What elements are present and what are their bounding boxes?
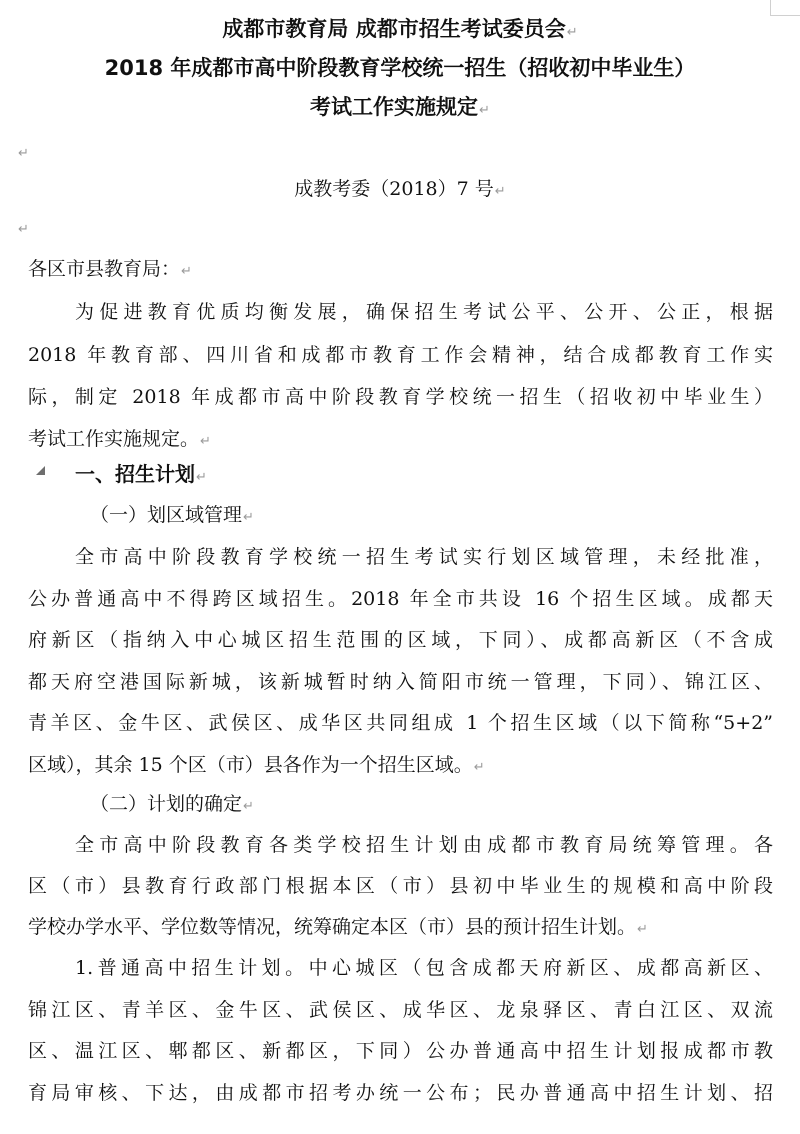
- paragraph-mark-icon: ↵: [18, 146, 29, 161]
- paragraph-mark-icon: ↵: [494, 184, 506, 199]
- paragraph-mark-icon: ↵: [18, 222, 29, 237]
- sub1-line-3: 府新区（指纳入中心城区招生范围的区域，下同）、成都高新区（不含成: [28, 629, 773, 651]
- sub2-line-2: 区（市）县教育行政部门根据本区（市）县初中毕业生的规模和高中阶段: [28, 875, 773, 897]
- intro-line-1: 为促进教育优质均衡发展，确保招生考试公平、公开、公正，根据: [75, 301, 773, 323]
- intro-line-4: 考试工作实施规定。↵: [28, 428, 211, 450]
- section-heading-1: 一、招生计划↵: [75, 462, 207, 486]
- sub2-line-3: 学校办学水平、学位数等情况，统筹确定本区（市）县的预计招生计划。↵: [28, 916, 648, 938]
- subsection-heading-1: （一）划区域管理↵: [90, 504, 254, 526]
- paragraph-mark-icon: ↵: [181, 264, 192, 279]
- addressee: 各区市县教育局：↵: [28, 258, 192, 280]
- title-line-2: 2018 年成都市高中阶段教育学校统一招生（招收初中毕业生）: [104, 56, 696, 80]
- paragraph-mark-icon: ↵: [200, 434, 211, 449]
- sub2-line-1: 全市高中阶段教育各类学校招生计划由成都市教育局统筹管理。各: [75, 834, 773, 856]
- collapse-triangle-icon[interactable]: [36, 466, 45, 475]
- sub1-line-5: 青羊区、金牛区、武侯区、成华区共同组成 1 个招生区域（以下简称“5+2”: [28, 712, 773, 734]
- paragraph-mark-icon: ↵: [243, 799, 254, 814]
- document-number: 成教考委（2018）7 号↵: [294, 178, 506, 200]
- title-line-1: 成都市教育局 成都市招生考试委员会↵: [222, 17, 578, 41]
- subsection-heading-2: （二）计划的确定↵: [90, 793, 254, 815]
- sub2-line-5: 锦江区、青羊区、金牛区、武侯区、成华区、龙泉驿区、青白江区、双流: [28, 999, 773, 1021]
- sub2-line-4: 1.普通高中招生计划。中心城区（包含成都天府新区、成都高新区、: [75, 957, 773, 979]
- paragraph-mark-icon: ↵: [243, 510, 254, 525]
- paragraph-mark-icon: ↵: [637, 922, 648, 937]
- sub1-line-1: 全市高中阶段教育学校统一招生考试实行划区域管理，未经批准，: [75, 546, 773, 568]
- intro-line-3: 际，制定 2018 年成都市高中阶段教育学校统一招生（招收初中毕业生）: [28, 386, 773, 408]
- sub1-line-4: 都天府空港国际新城，该新城暂时纳入简阳市统一管理，下同）、锦江区、: [28, 671, 773, 693]
- sub2-line-6: 区、温江区、郫都区、新都区，下同）公办普通高中招生计划报成都市教: [28, 1040, 773, 1062]
- title-line-3: 考试工作实施规定↵: [310, 95, 490, 119]
- paragraph-mark-icon: ↵: [566, 25, 578, 40]
- paragraph-mark-icon: ↵: [473, 760, 485, 775]
- paragraph-mark-icon: ↵: [479, 103, 490, 118]
- paragraph-mark-icon: ↵: [196, 470, 207, 485]
- sub1-line-6: 区域），其余 15 个区（市）县各作为一个招生区域。↵: [28, 754, 485, 776]
- sub2-line-7: 育局审核、下达，由成都市招考办统一公布；民办普通高中招生计划、招: [28, 1082, 773, 1104]
- intro-line-2: 2018 年教育部、四川省和成都市教育工作会精神，结合成都教育工作实: [28, 344, 773, 366]
- sub1-line-2: 公办普通高中不得跨区域招生。2018 年全市共设 16 个招生区域。成都天: [28, 588, 773, 610]
- window-corner: [770, 0, 800, 16]
